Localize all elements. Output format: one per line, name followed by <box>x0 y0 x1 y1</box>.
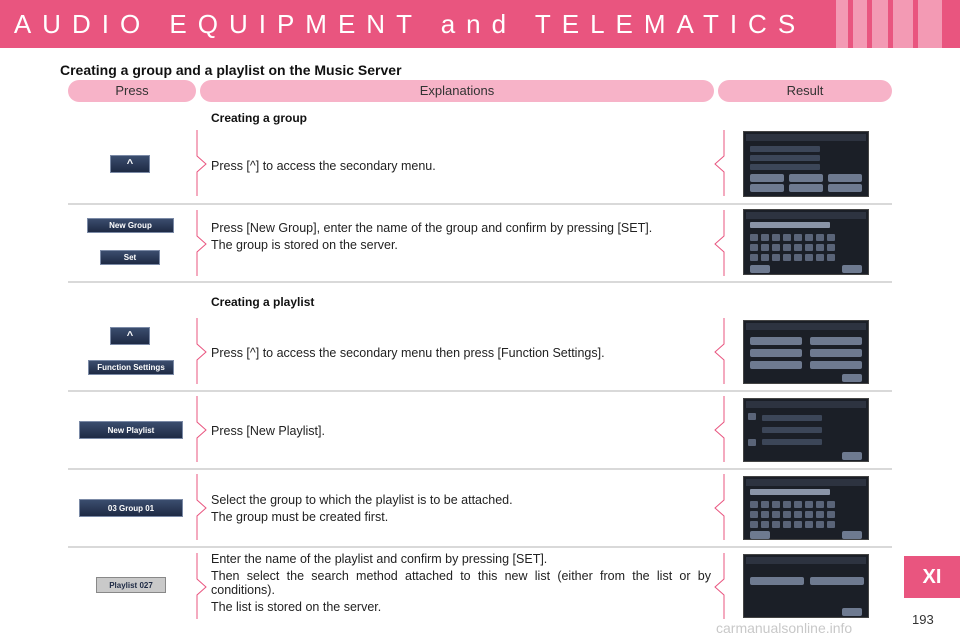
bracket-right <box>714 318 724 384</box>
bracket-left <box>196 318 206 384</box>
row-divider <box>68 203 892 205</box>
step-explanation: Press [New Playlist]. <box>211 424 325 438</box>
chapter-header <box>0 0 960 48</box>
function-settings-button[interactable]: Function Settings <box>88 360 174 375</box>
result-screenshot-function-settings <box>743 320 869 384</box>
secondary-menu-button[interactable]: ^ <box>110 155 150 173</box>
row-divider <box>68 281 892 283</box>
bracket-right <box>714 474 724 540</box>
step-explanation: Enter the name of the playlist and confirm by pressing [SET]. Then select the search method attached to this new list (either from the list or by conditions). The list is stored on the server. <box>211 552 711 614</box>
bracket-left <box>196 210 206 276</box>
column-header-explanations: Explanations <box>200 80 714 102</box>
page-number: 193 <box>912 612 934 627</box>
result-screenshot-search-method <box>743 554 869 618</box>
group-item-button[interactable]: 03 Group 01 <box>79 499 183 517</box>
bracket-left <box>196 474 206 540</box>
subheading-creating-playlist: Creating a playlist <box>211 295 315 309</box>
row-divider <box>68 468 892 470</box>
section-title: Creating a group and a playlist on the Music Server <box>60 62 402 78</box>
chapter-title: AUDIO EQUIPMENT and TELEMATICS <box>13 9 807 39</box>
bracket-right <box>714 396 724 462</box>
column-header-press: Press <box>68 80 196 102</box>
bracket-left <box>196 130 206 196</box>
playlist-name-field[interactable]: Playlist 027 <box>96 577 166 593</box>
result-screenshot-group-name-input <box>743 209 869 275</box>
result-screenshot-playlist-name-input <box>743 476 869 540</box>
header-stripes-decoration <box>836 0 942 48</box>
result-screenshot-secondary-menu <box>743 131 869 197</box>
bracket-right <box>714 130 724 196</box>
result-screenshot-new-playlist <box>743 398 869 462</box>
bracket-left <box>196 553 206 619</box>
step-explanation: Select the group to which the playlist is to be attached. The group must be created first. <box>211 493 513 524</box>
new-playlist-button[interactable]: New Playlist <box>79 421 183 439</box>
step-explanation: Press [New Group], enter the name of the group and confirm by pressing [SET]. The group is stored on the server. <box>211 221 653 252</box>
step-explanation: Press [^] to access the secondary menu then press [Function Settings]. <box>211 346 605 360</box>
step-explanation: Press [^] to access the secondary menu. <box>211 159 436 173</box>
watermark-text: carmanualsonline.info <box>716 620 853 636</box>
row-divider <box>68 390 892 392</box>
new-group-button[interactable]: New Group <box>87 218 174 233</box>
row-divider <box>68 546 892 548</box>
bracket-right <box>714 553 724 619</box>
secondary-menu-button[interactable]: ^ <box>110 327 150 345</box>
set-button[interactable]: Set <box>100 250 160 265</box>
bracket-left <box>196 396 206 462</box>
chapter-tab-xi: XI <box>904 556 960 598</box>
column-header-result: Result <box>718 80 892 102</box>
subheading-creating-group: Creating a group <box>211 111 308 125</box>
bracket-right <box>714 210 724 276</box>
